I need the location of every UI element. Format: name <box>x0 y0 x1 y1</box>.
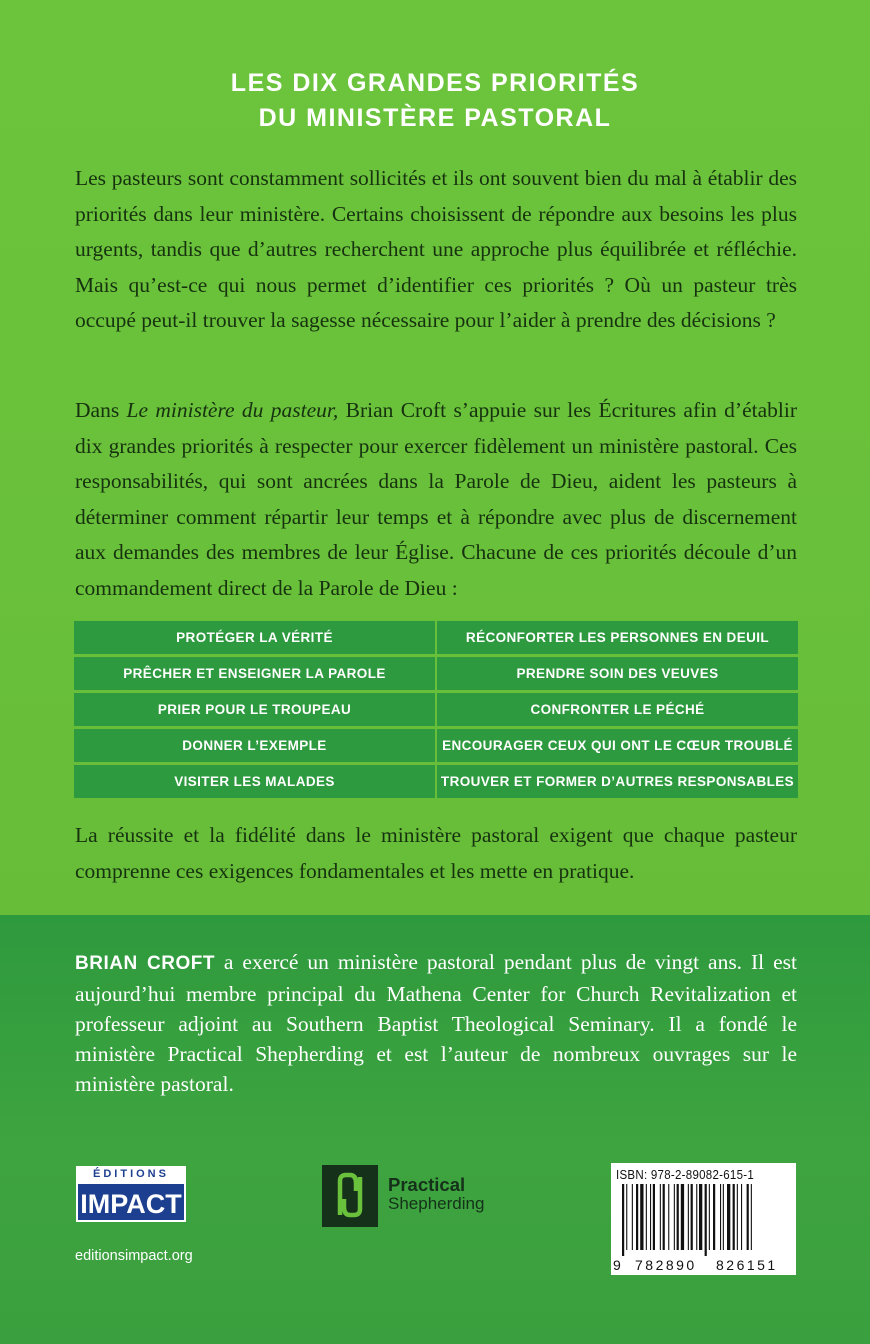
barcode-digit-first: 9 <box>613 1257 621 1273</box>
practical-shepherding-icon <box>318 1163 390 1229</box>
author-bio <box>75 947 797 1099</box>
priority-item: VISITER LES MALADES <box>74 765 435 798</box>
author-name: BRIAN CROFT <box>75 953 215 974</box>
barcode-bar <box>713 1184 715 1250</box>
barcode-bar <box>720 1184 721 1250</box>
barcode-bar <box>723 1184 724 1250</box>
ps-line-1: Practical <box>388 1174 466 1195</box>
priority-item: TROUVER ET FORMER D’AUTRES RESPONSABLES <box>437 765 798 798</box>
priority-item: PRENDRE SOIN DES VEUVES <box>437 657 798 690</box>
priority-item: PRÊCHER ET ENSEIGNER LA PAROLE <box>74 657 435 690</box>
barcode-digits <box>613 1257 795 1273</box>
barcode-bar <box>646 1184 647 1250</box>
isbn-label: ISBN: 978-2-89082-615-1 <box>616 1168 755 1182</box>
barcode-bar <box>696 1184 697 1250</box>
priority-item: PRIER POUR LE TROUPEAU <box>74 693 435 726</box>
barcode-bar <box>681 1184 684 1250</box>
barcode-digits-right: 826151 <box>716 1257 778 1273</box>
description-paragraph <box>75 393 797 606</box>
barcode-bar <box>699 1184 702 1250</box>
barcode-bar <box>622 1184 624 1256</box>
title-line-1: LES DIX GRANDES PRIORITÉS <box>230 69 640 97</box>
barcode-bar <box>668 1184 669 1250</box>
barcode-bar <box>674 1184 675 1250</box>
barcode-digits-left: 782890 <box>635 1257 697 1273</box>
barcode-bar <box>626 1184 627 1250</box>
title-line-2: DU MINISTÈRE PASTORAL <box>258 104 612 132</box>
priorities-grid <box>74 621 798 798</box>
priority-item: PROTÉGER LA VÉRITÉ <box>74 621 435 654</box>
barcode-bar <box>751 1184 752 1250</box>
page-title <box>0 66 870 136</box>
barcode-bar <box>747 1184 749 1250</box>
priority-item: RÉCONFORTER LES PERSONNES EN DEUIL <box>437 621 798 654</box>
barcode-bar <box>737 1184 738 1250</box>
ps-line-2: Shepherding <box>388 1194 485 1213</box>
priority-item: ENCOURAGER CEUX QUI ONT LE CŒUR TROUBLÉ <box>437 729 798 762</box>
barcode-bar <box>663 1184 665 1250</box>
description-text: Brian Croft s’appuie sur les Écritures afin d’établir dix grandes priorités à respecter pour exercer fidèlement un ministère pastoral. Ces responsabilités, qui sont ancrées dans la Parole de Dieu, aident les pasteurs à déterminer comment répartir leur temps et à répondre avec plus de discernement aux demandes des membres de leur Église. Chacune de ces priorités découle d’un commandement direct de la Parole de Dieu : <box>75 398 797 600</box>
book-title: Le ministère du pasteur, <box>126 398 339 422</box>
barcode-bar <box>632 1184 633 1250</box>
barcode-bar <box>653 1184 655 1250</box>
barcode-bar <box>688 1184 689 1250</box>
priority-item: DONNER L’EXEMPLE <box>74 729 435 762</box>
barcode <box>620 1184 790 1256</box>
barcode-bar <box>650 1184 651 1250</box>
practical-shepherding-logo-text <box>388 1175 484 1213</box>
barcode-bar <box>691 1184 693 1250</box>
barcode-bar <box>733 1184 735 1250</box>
author-bio-text: a exercé un ministère pastoral pendant plus de vingt ans. Il est aujourd’hui membre principal du Mathena Center for Church Revitalization et professeur adjoint au Southern Baptist Theological Seminary. Il a fondé le ministère Practical Shepherding et est l’auteur de nombreux ouvrages sur le ministère pastoral. <box>75 950 797 1096</box>
barcode-bar <box>677 1184 679 1250</box>
editions-impact-logo <box>76 1166 186 1222</box>
barcode-bar <box>660 1184 661 1250</box>
description-prefix: Dans <box>75 398 127 422</box>
barcode-bar <box>727 1184 730 1250</box>
publisher-website: editionsimpact.org <box>75 1248 193 1264</box>
barcode-bar <box>705 1184 707 1256</box>
logo-impact-text: IMPACT <box>76 1182 186 1222</box>
barcode-bar <box>709 1184 710 1250</box>
barcode-bar <box>741 1184 742 1250</box>
conclusion-paragraph: La réussite et la fidélité dans le ministère pastoral exigent que chaque pasteur comprenne ces exigences fondamentales et les mette en pratique. <box>75 823 797 883</box>
intro-paragraph: Les pasteurs sont constamment sollicités et ils ont souvent bien du mal à établir des priorités dans leur ministère. Certains choisissent de répondre aux besoins les plus urgents, tandis que d’autres recherchent une approche plus équilibrée et réfléchie. Mais qu’est-ce qui nous permet d’identifier ces priorités ? Où un pasteur très occupé peut-il trouver la sagesse nécessaire pour l’aider à prendre des décisions ? <box>75 166 797 332</box>
barcode-bar <box>640 1184 643 1250</box>
barcode-bar <box>636 1184 638 1250</box>
logo-editions-text: ÉDITIONS <box>76 1166 186 1182</box>
priority-item: CONFRONTER LE PÉCHÉ <box>437 693 798 726</box>
